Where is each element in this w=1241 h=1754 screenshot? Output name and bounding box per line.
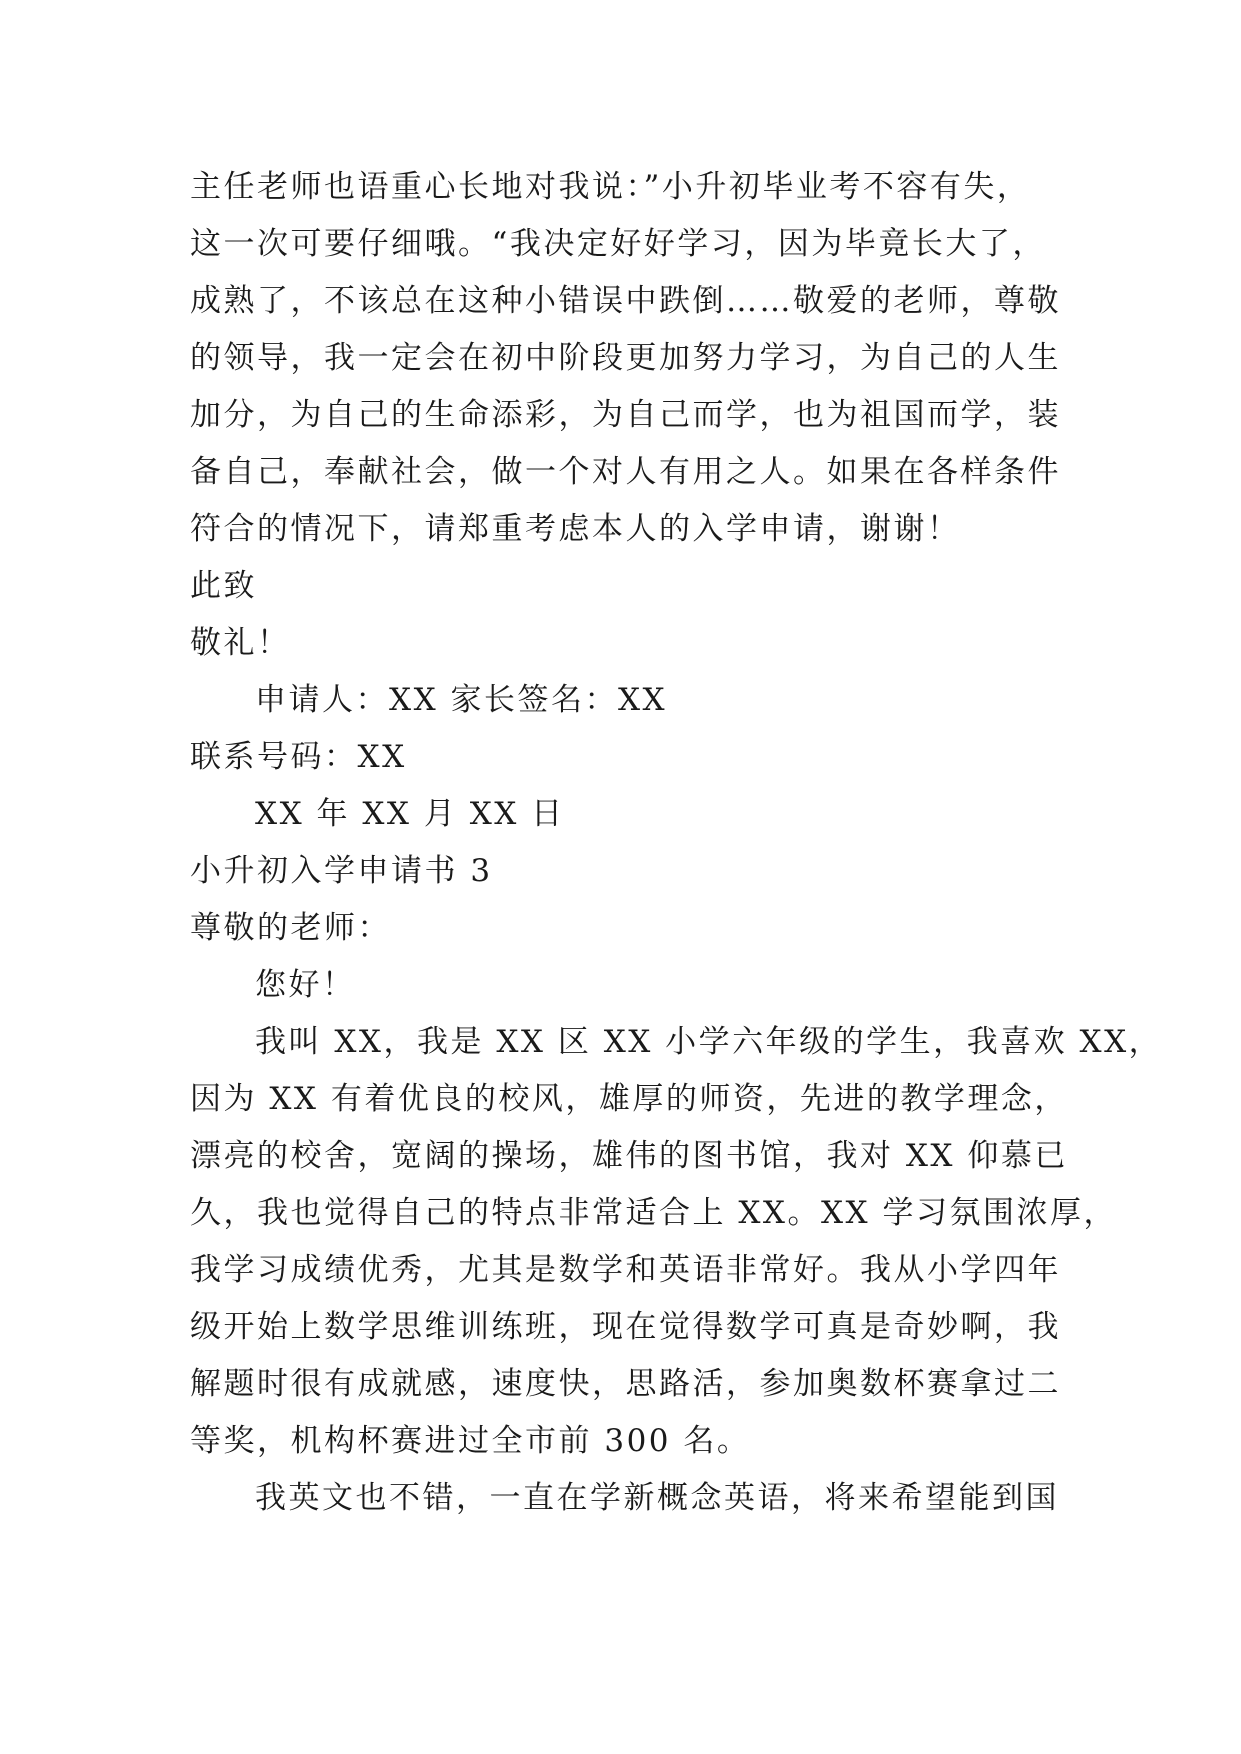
- greeting: 尊敬的老师：: [190, 910, 391, 946]
- contact-number: 联系号码：XX: [190, 739, 407, 775]
- text-line: 加分，为自己的生命添彩，为自己而学，也为祖国而学，装: [190, 397, 1061, 433]
- date-line: XX 年 XX 月 XX 日: [255, 796, 565, 832]
- text-line: 成熟了，不该总在这种小错误中跌倒……敬爱的老师，尊敬: [190, 283, 1061, 319]
- text-line: 我叫 XX，我是 XX 区 XX 小学六年级的学生，我喜欢 XX，: [255, 1024, 1163, 1060]
- text-line: 符合的情况下，请郑重考虑本人的入学申请，谢谢！: [190, 511, 961, 547]
- text-line: 因为 XX 有着优良的校风，雄厚的师资，先进的教学理念，: [190, 1081, 1068, 1117]
- text-line: 这一次可要仔细哦。“我决定好好学习，因为毕竟长大了，: [190, 226, 1046, 262]
- text-line: 我学习成绩优秀，尤其是数学和英语非常好。我从小学四年: [190, 1252, 1061, 1288]
- applicant-signature: 申请人：XX 家长签名：XX: [255, 682, 668, 718]
- text-line: 主任老师也语重心长地对我说：”小升初毕业考不容有失，: [190, 169, 1031, 205]
- text-line: 等奖，机构杯赛进过全市前 300 名。: [190, 1423, 751, 1459]
- text-line: 级开始上数学思维训练班，现在觉得数学可真是奇妙啊，我: [190, 1309, 1061, 1345]
- text-line: 我英文也不错，一直在学新概念英语，将来希望能到国: [255, 1480, 1059, 1516]
- text-line: 备自己，奉献社会，做一个对人有用之人。如果在各样条件: [190, 454, 1061, 490]
- closing-regards: 敬礼！: [190, 625, 291, 661]
- text-line: 久，我也觉得自己的特点非常适合上 XX。XX 学习氛围浓厚，: [190, 1195, 1117, 1231]
- section-title: 小升初入学申请书 3: [190, 853, 493, 889]
- greeting-hello: 您好！: [255, 967, 356, 1003]
- closing-salutation: 此致: [190, 568, 257, 604]
- text-line: 解题时很有成就感，速度快，思路活，参加奥数杯赛拿过二: [190, 1366, 1061, 1402]
- text-line: 漂亮的校舍，宽阔的操场，雄伟的图书馆，我对 XX 仰慕已: [190, 1138, 1068, 1174]
- text-line: 的领导，我一定会在初中阶段更加努力学习，为自己的人生: [190, 340, 1061, 376]
